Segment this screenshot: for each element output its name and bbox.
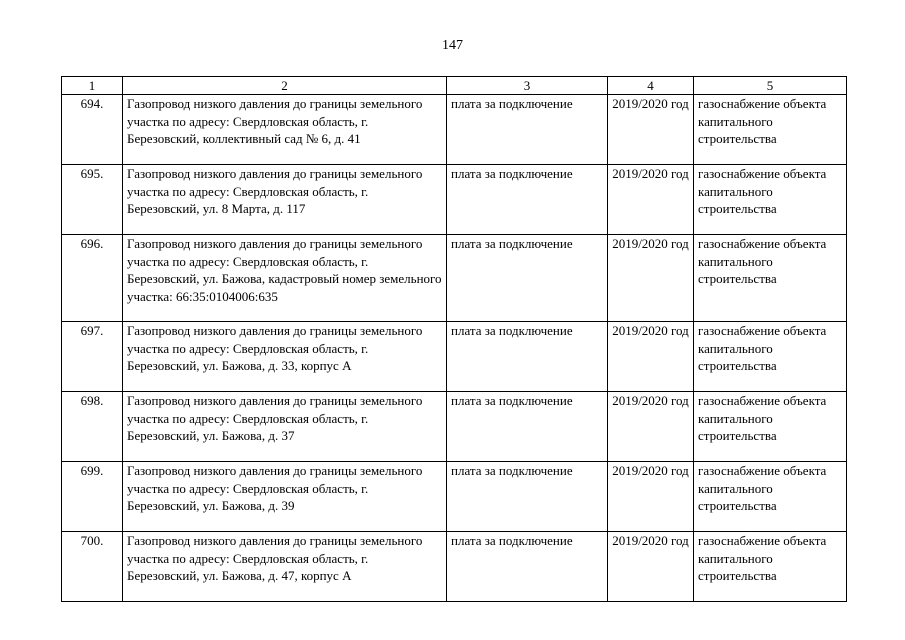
table-row <box>62 322 847 392</box>
table-row <box>62 235 847 322</box>
column-header: 3 <box>447 77 608 95</box>
table-row <box>62 532 847 602</box>
row-number-cell: 694. <box>62 95 123 165</box>
payment-source-cell: плата за подключение <box>447 95 608 165</box>
object-description-cell: Газопровод низкого давления до границы земельного участка по адресу: Свердловская область, г. Березовский, ул. Бажова, д. 47, корпус А <box>123 532 447 602</box>
year-cell: 2019/2020 год <box>608 95 694 165</box>
purpose-cell: газоснабжение объекта капитального строительства <box>694 165 847 235</box>
year-cell: 2019/2020 год <box>608 392 694 462</box>
table-row <box>62 95 847 165</box>
object-description-cell: Газопровод низкого давления до границы земельного участка по адресу: Свердловская область, г. Березовский, ул. 8 Марта, д. 117 <box>123 165 447 235</box>
table-row <box>62 165 847 235</box>
purpose-cell: газоснабжение объекта капитального строительства <box>694 235 847 322</box>
payment-source-cell: плата за подключение <box>447 165 608 235</box>
column-header: 2 <box>123 77 447 95</box>
year-cell: 2019/2020 год <box>608 235 694 322</box>
column-header: 1 <box>62 77 123 95</box>
table-row <box>62 462 847 532</box>
row-number-cell: 699. <box>62 462 123 532</box>
object-description-cell: Газопровод низкого давления до границы земельного участка по адресу: Свердловская область, г. Березовский, ул. Бажова, д. 39 <box>123 462 447 532</box>
purpose-cell: газоснабжение объекта капитального строительства <box>694 392 847 462</box>
row-number-cell: 698. <box>62 392 123 462</box>
purpose-cell: газоснабжение объекта капитального строительства <box>694 462 847 532</box>
table-row <box>62 392 847 462</box>
purpose-cell: газоснабжение объекта капитального строительства <box>694 95 847 165</box>
year-cell: 2019/2020 год <box>608 165 694 235</box>
payment-source-cell: плата за подключение <box>447 235 608 322</box>
object-description-cell: Газопровод низкого давления до границы земельного участка по адресу: Свердловская область, г. Березовский, коллективный сад № 6, д. 41 <box>123 95 447 165</box>
registry-table <box>61 76 847 602</box>
year-cell: 2019/2020 год <box>608 532 694 602</box>
payment-source-cell: плата за подключение <box>447 532 608 602</box>
payment-source-cell: плата за подключение <box>447 462 608 532</box>
column-header: 4 <box>608 77 694 95</box>
payment-source-cell: плата за подключение <box>447 392 608 462</box>
object-description-cell: Газопровод низкого давления до границы земельного участка по адресу: Свердловская область, г. Березовский, ул. Бажова, д. 33, корпус А <box>123 322 447 392</box>
object-description-cell: Газопровод низкого давления до границы земельного участка по адресу: Свердловская область, г. Березовский, ул. Бажова, д. 37 <box>123 392 447 462</box>
row-number-cell: 700. <box>62 532 123 602</box>
table-header-row <box>62 77 847 95</box>
row-number-cell: 695. <box>62 165 123 235</box>
row-number-cell: 697. <box>62 322 123 392</box>
purpose-cell: газоснабжение объекта капитального строительства <box>694 532 847 602</box>
purpose-cell: газоснабжение объекта капитального строительства <box>694 322 847 392</box>
page-number: 147 <box>442 38 463 53</box>
payment-source-cell: плата за подключение <box>447 322 608 392</box>
row-number-cell: 696. <box>62 235 123 322</box>
column-header: 5 <box>694 77 847 95</box>
object-description-cell: Газопровод низкого давления до границы земельного участка по адресу: Свердловская область, г. Березовский, ул. Бажова, кадастровый номер земельного участка: 66:35:0104006:635 <box>123 235 447 322</box>
year-cell: 2019/2020 год <box>608 462 694 532</box>
year-cell: 2019/2020 год <box>608 322 694 392</box>
